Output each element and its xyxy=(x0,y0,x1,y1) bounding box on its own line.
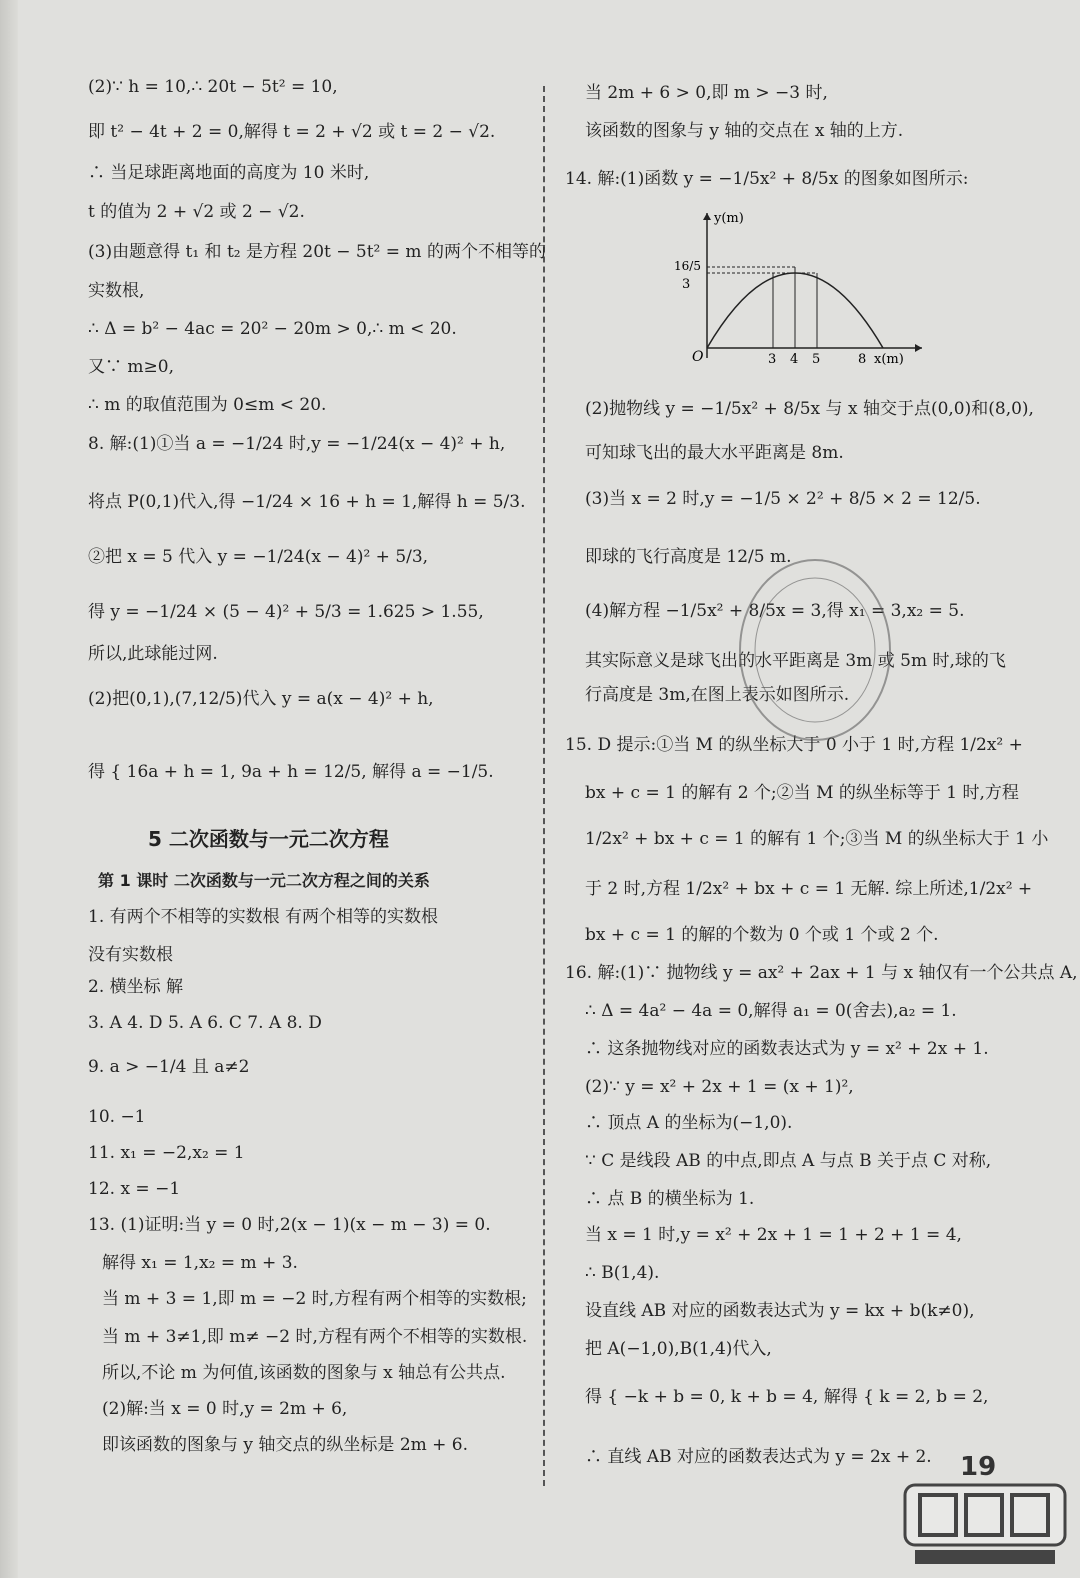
x-tick-label: 8 xyxy=(858,352,867,367)
text-line: 8. 解:(1)①当 a = −1/24 时,y = −1/24(x − 4)² + h, xyxy=(88,434,506,454)
text-line: 当 m + 3 = 1,即 m = −2 时,方程有两个相等的实数根; xyxy=(102,1289,527,1309)
text-line: (4)解方程 −1/5x² + 8/5x = 3,得 x₁ = 3,x₂ = 5. xyxy=(585,601,965,621)
text-line: ∴ 这条抛物线对应的函数表达式为 y = x² + 2x + 1. xyxy=(585,1039,989,1059)
text-line: (3)当 x = 2 时,y = −1/5 × 2² + 8/5 × 2 = 12/5. xyxy=(585,489,981,509)
text-line: 又∵ m≥0, xyxy=(88,357,174,377)
text-line: 14. 解:(1)函数 y = −1/5x² + 8/5x 的图象如图所示: xyxy=(565,169,969,189)
text-line: 解得 x₁ = 1,x₂ = m + 3. xyxy=(102,1253,298,1273)
y-tick-label: 3 xyxy=(682,277,691,292)
text-line: 即 t² − 4t + 2 = 0,解得 t = 2 + √2 或 t = 2 − √2. xyxy=(88,122,496,142)
text-line: 该函数的图象与 y 轴的交点在 x 轴的上方. xyxy=(585,121,904,141)
text-line: 2. 横坐标 解 xyxy=(88,977,184,997)
text-line: bx + c = 1 的解有 2 个;②当 M 的纵坐标等于 1 时,方程 xyxy=(585,783,1019,803)
parabola-graph xyxy=(672,208,932,368)
text-line: ∵ C 是线段 AB 的中点,即点 A 与点 B 关于点 C 对称, xyxy=(585,1151,992,1171)
text-line: 实数根, xyxy=(88,281,145,301)
watermark-logo xyxy=(900,1480,1070,1570)
text-line: 1. 有两个不相等的实数根 有两个相等的实数根 xyxy=(88,907,439,927)
y-axis-label: y(m) xyxy=(714,211,744,226)
text-line: 把 A(−1,0),B(1,4)代入, xyxy=(585,1339,772,1359)
text-line: 3. A 4. D 5. A 6. C 7. A 8. D xyxy=(88,1013,322,1033)
text-line: 将点 P(0,1)代入,得 −1/24 × 16 + h = 1,解得 h = 5/3. xyxy=(88,492,526,512)
text-line: 其实际意义是球飞出的水平距离是 3m 或 5m 时,球的飞 xyxy=(585,651,1006,671)
text-line: 行高度是 3m,在图上表示如图所示. xyxy=(585,685,850,705)
lesson-title: 第 1 课时 二次函数与一元二次方程之间的关系 xyxy=(98,871,430,890)
text-line: (2)∵ h = 10,∴ 20t − 5t² = 10, xyxy=(88,77,338,97)
y-axis-arrow xyxy=(703,213,711,220)
text-line: ②把 x = 5 代入 y = −1/24(x − 4)² + 5/3, xyxy=(88,547,429,567)
text-line: 所以,此球能过网. xyxy=(88,644,218,664)
text-line: 于 2 时,方程 1/2x² + bx + c = 1 无解. 综上所述,1/2x² + xyxy=(585,879,1033,899)
text-line: 没有实数根 xyxy=(88,945,173,965)
text-line: 得 y = −1/24 × (5 − 4)² + 5/3 = 1.625 > 1.55, xyxy=(88,602,484,622)
text-line: 1/2x² + bx + c = 1 的解有 1 个;③当 M 的纵坐标大于 1 小 xyxy=(585,829,1049,849)
section-title: 5 二次函数与一元二次方程 xyxy=(148,827,389,851)
text-line: ∴ 顶点 A 的坐标为(−1,0). xyxy=(585,1113,793,1133)
text-line: 即该函数的图象与 y 轴交点的纵坐标是 2m + 6. xyxy=(102,1435,469,1455)
x-axis-label: x(m) xyxy=(874,352,904,367)
text-line: ∴ Δ = b² − 4ac = 20² − 20m > 0,∴ m < 20. xyxy=(88,319,457,339)
text-line: ∴ 点 B 的横坐标为 1. xyxy=(585,1189,755,1209)
text-line: 13. (1)证明:当 y = 0 时,2(x − 1)(x − m − 3) = 0. xyxy=(88,1215,491,1235)
column-divider xyxy=(543,86,545,1486)
text-line: 16. 解:(1)∵ 抛物线 y = ax² + 2ax + 1 与 x 轴仅有一个公共点 A, xyxy=(565,963,1078,983)
text-line: (2)把(0,1),(7,12/5)代入 y = a(x − 4)² + h, xyxy=(88,689,434,709)
x-axis-arrow xyxy=(915,344,922,352)
text-line: 10. −1 xyxy=(88,1107,146,1127)
text-line: (3)由题意得 t₁ 和 t₂ 是方程 20t − 5t² = m 的两个不相等的 xyxy=(88,242,546,262)
page-edge xyxy=(0,0,18,1578)
text-line: 11. x₁ = −2,x₂ = 1 xyxy=(88,1143,245,1163)
origin-label: O xyxy=(692,349,704,365)
text-line: 当 2m + 6 > 0,即 m > −3 时, xyxy=(585,83,828,103)
text-line: ∴ B(1,4). xyxy=(585,1263,660,1283)
stamp-mark xyxy=(730,550,900,750)
text-line: 所以,不论 m 为何值,该函数的图象与 x 轴总有公共点. xyxy=(102,1363,506,1383)
text-line: 当 m + 3≠1,即 m≠ −2 时,方程有两个不相等的实数根. xyxy=(102,1327,528,1347)
text-line: 即球的飞行高度是 12/5 m. xyxy=(585,547,792,567)
text-line: (2)抛物线 y = −1/5x² + 8/5x 与 x 轴交于点(0,0)和(8,0), xyxy=(585,399,1034,419)
page-number: 19 xyxy=(960,1452,997,1482)
y-tick-label: 16/5 xyxy=(674,259,701,273)
x-tick-label: 3 xyxy=(768,352,777,367)
x-tick-label: 5 xyxy=(812,352,821,367)
text-line: 9. a > −1/4 且 a≠2 xyxy=(88,1057,250,1077)
text-line: ∴ Δ = 4a² − 4a = 0,解得 a₁ = 0(舍去),a₂ = 1. xyxy=(585,1001,957,1021)
text-line: ∴ 当足球距离地面的高度为 10 米时, xyxy=(88,163,370,183)
text-line: 可知球飞出的最大水平距离是 8m. xyxy=(585,443,844,463)
text-line: ∴ 直线 AB 对应的函数表达式为 y = 2x + 2. xyxy=(585,1447,932,1467)
text-line: 15. D 提示:①当 M 的纵坐标大于 0 小于 1 时,方程 1/2x² + xyxy=(565,735,1023,755)
text-line: 得 { 16a + h = 1, 9a + h = 12/5, 解得 a = −1/5. xyxy=(88,762,494,782)
text-line: ∴ m 的取值范围为 0≤m < 20. xyxy=(88,395,327,415)
text-line: 当 x = 1 时,y = x² + 2x + 1 = 1 + 2 + 1 = 4, xyxy=(585,1225,962,1245)
text-line: 得 { −k + b = 0, k + b = 4, 解得 { k = 2, b = 2, xyxy=(585,1387,989,1407)
text-line: (2)解:当 x = 0 时,y = 2m + 6, xyxy=(102,1399,348,1419)
text-line: t 的值为 2 + √2 或 2 − √2. xyxy=(88,202,305,222)
x-tick-label: 4 xyxy=(790,352,799,367)
text-line: 12. x = −1 xyxy=(88,1179,181,1199)
text-line: (2)∵ y = x² + 2x + 1 = (x + 1)², xyxy=(585,1077,854,1097)
text-line: bx + c = 1 的解的个数为 0 个或 1 个或 2 个. xyxy=(585,925,939,945)
text-line: 设直线 AB 对应的函数表达式为 y = kx + b(k≠0), xyxy=(585,1301,975,1321)
